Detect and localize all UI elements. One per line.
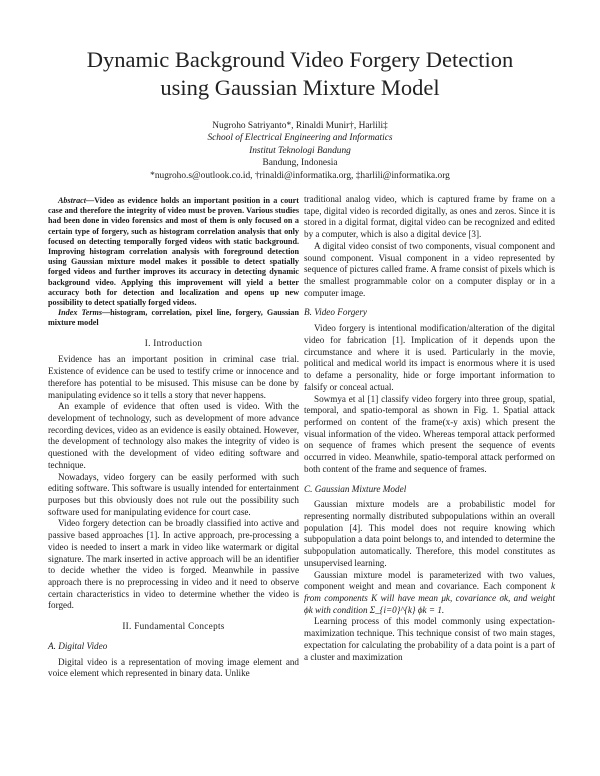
author-school: School of Electrical Engineering and Informatics [207, 133, 393, 144]
gmm-paragraph-2-part-b: k from components K will have mean μk, covariance σk, and weight ϕk with condition Σ_{i=0}^{k} ϕk = 1. [304, 581, 555, 615]
index-terms-label: Index Terms [58, 308, 103, 318]
forgery-paragraph-1: Video forgery is intentional modification/alteration of the digital video for fabrication [1]. Implication of it depends upon the circumstance and where it is used. Particularly in the movie, political and medical world its impact is enormous where it is used to defame a personality, hide or forge important information to falsify or conceal actual. [304, 323, 555, 392]
subsection-heading-digital-video: A. Digital Video [48, 640, 108, 651]
digital-video-paragraph-2: A digital video consist of two components, visual component and sound component. Visual component in a video represented by sequence of pictures called frame. A frame consist of pixels which is the smallest programmable color on a computer display or in a computer image. [304, 240, 555, 298]
title-line-1: Dynamic Background Video Forgery Detection [86, 47, 514, 72]
section-heading-introduction: I. Introduction [144, 337, 203, 348]
intro-paragraph-4: Video forgery detection can be broadly classified into active and passive based approaches [1]. In active approach, pre-processing a video is needed to insert a mark in video like watermark or digital signature. The mark inserted in active approach will be an identifier to decide whether the video is forged. Meanwhile in passive approach there is no preprocessing in video and it need to observe certain characteristics in video to determine whether the video is forged. [48, 518, 299, 611]
forgery-paragraph-2: Sowmya et al [1] classify video forgery into three group, spatial, temporal, and spatio-temporal as shown in Fig. 1. Spatial attack performed on content of the frame(x-y axis) which present the visual information of the video. Whereas temporal attack performed on sequence of frames which present the sequence of events occurred in video. Meanwhile, spatio-temporal attack performed on both content of the frame and sequence of frames. [304, 393, 555, 474]
subsection-heading-video-forgery: B. Video Forgery [304, 307, 368, 318]
subsection-heading-gmm: C. Gaussian Mixture Model [304, 483, 407, 494]
gmm-paragraph-2 [304, 570, 555, 617]
left-column [48, 196, 299, 680]
author-block [60, 120, 540, 182]
intro-paragraph-3: Nowadays, video forgery can be easily performed with such editing software. This software is usually intended for entertainment purposes but this obviously does not rule out the possibility such software used for manipulating evidence for court case. [48, 471, 299, 517]
section-heading-fundamental: II. Fundamental Concepts [122, 621, 225, 632]
abstract [48, 196, 299, 308]
intro-paragraph-2: An example of evidence that often used is video. With the development of technology, such as development of more advance recording devices, video as an evidence is easily obtained. However, the development of technology also makes the integrity of video is questioned with the development of video editing software and technique. [48, 401, 299, 470]
gmm-paragraph-1: Gaussian mixture models are a probabilistic model for representing normally distributed subpopulations within an overall population [4]. This model does not require knowing which subpopulation a data point belongs to, and intended to determine the subpopulation automatically. Therefore, this model constitutes as unsupervised learning. [304, 499, 555, 568]
author-names: Nugroho Satriyanto*, Rinaldi Munir†, Harlili‡ [212, 121, 388, 131]
author-institute: Institut Teknologi Bandung [249, 145, 351, 156]
digital-video-paragraph-1-continued: traditional analog video, which is captured frame by frame on a tape, digital video is recorded digitally, as ones and zeros. Since it is stored in a digital format, digital video can be recognized and edited by a computer, which is also a digital device [3]. [304, 194, 555, 240]
intro-paragraph-1: Evidence has an important position in criminal case trial. Existence of evidence can be used to testify crime or innocence and therefore has potential to be misused. This misuse can be done by manipulating evidence so it tells a story that never happens. [48, 354, 299, 400]
abstract-label: Abstract [58, 196, 86, 205]
gmm-paragraph-3: Learning process of this model commonly using expectation-maximization technique. This technique consist of two main stages, expectation for calculating the probability of a data point is a part of a cluster and maximization [304, 616, 555, 662]
author-emails: *nugroho.s@outlook.co.id, †rinaldi@informatika.org, ‡harlili@informatika.org [150, 170, 450, 181]
index-terms [48, 308, 299, 328]
gmm-paragraph-2-part-a: Gaussian mixture model is parameterized with two values, component weight and mean and covariance. Each component [304, 569, 555, 592]
paper-title [40, 46, 560, 102]
abstract-text: —Video as evidence holds an important position in a court case and therefore the integrity of video must be proven. Various studies had been done in video forensics and most of them is only focused on a certain type of forgery, such as histogram correlation analysis that only focused on detecting temporally forged videos with static background. Improving histogram correlation analysis with foreground detection using Gaussian mixture model makes it possible to detect spatially forged videos and further improves its accuracy in detecting dynamic background video. Applying this improvement will yield a better accuracy both for detection and localization and opens up new possibility to detect spatially forged videos. [48, 196, 299, 308]
right-column [304, 194, 555, 663]
author-city: Bandung, Indonesia [262, 158, 338, 169]
digital-video-paragraph-1: Digital video is a representation of moving image element and voice element which represented in binary data. Unlike [48, 656, 299, 679]
index-terms-text: —histogram, correlation, pixel line, forgery, Gaussian mixture model [48, 308, 299, 328]
title-line-2: using Gaussian Mixture Model [160, 75, 440, 100]
